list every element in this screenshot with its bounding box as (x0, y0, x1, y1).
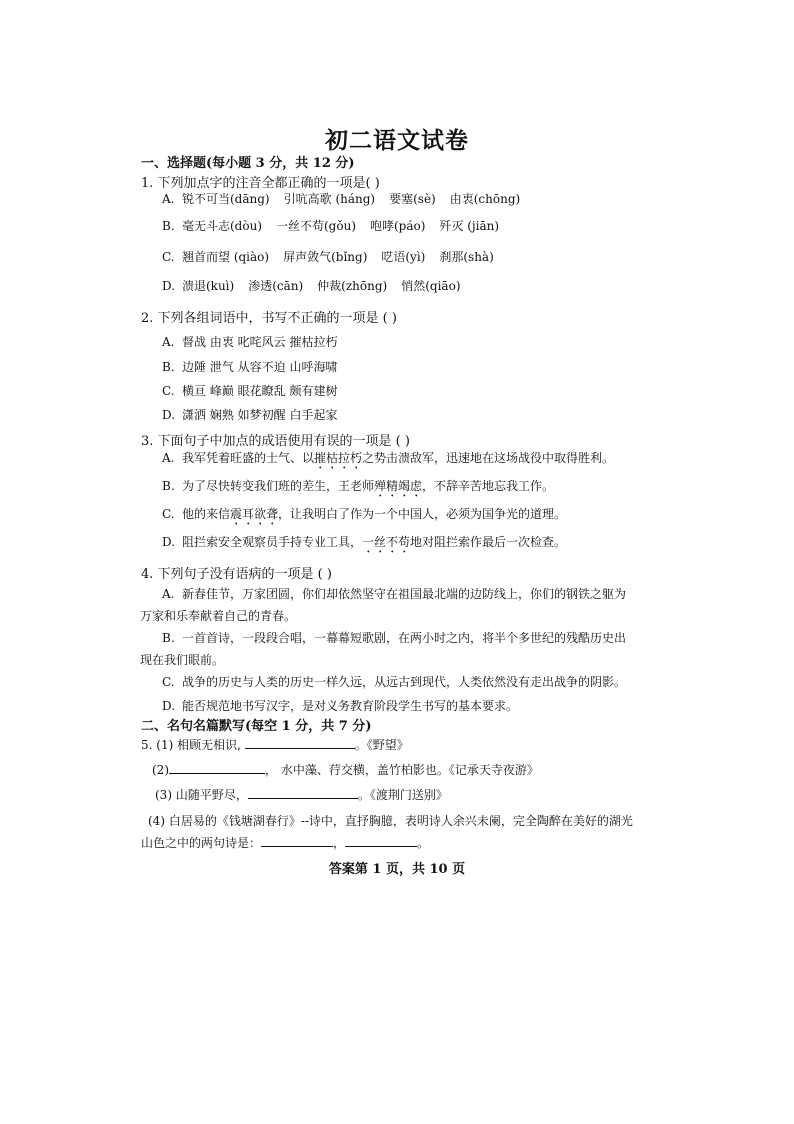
option-letter: D. (162, 408, 176, 422)
option-term: 毫无斗志(dòu) (182, 219, 262, 233)
option-letter: A. (162, 192, 175, 206)
option-term: 翘首而望 (qiào) (182, 250, 270, 264)
option-text-pre: 为了尽快转变我们班的差生，王老师 (182, 479, 375, 493)
item-text-post: ， 水中藻、荇交横，盖竹柏影也。《记承天寺夜游》 (265, 763, 539, 777)
q5-item-4 (141, 810, 661, 854)
option-text: 横亘 峰巅 眼花瞭乱 颇有建树 (182, 384, 338, 398)
q5-item-1 (141, 736, 409, 753)
option-term: 一丝不苟(gǒu) (276, 219, 356, 233)
option-letter: B. (162, 631, 175, 645)
option-term: 屏声敛气(bǐng) (283, 250, 368, 264)
answer-blank[interactable] (345, 834, 417, 847)
option-term: 渗透(cān) (248, 279, 304, 293)
q3-option-c (162, 505, 566, 528)
item-comma: ， (333, 836, 346, 850)
q2-option-d (162, 406, 337, 423)
option-text-post: 地对阻拦索作最后一次检查。 (410, 535, 567, 549)
option-letter: A. (162, 587, 175, 601)
q4-option-d (162, 697, 518, 714)
option-letter: B. (162, 219, 175, 233)
q2-stem: 2. 下列各组词语中，书写不正确的一项是 ( ) (141, 311, 397, 326)
q4-option-a (140, 583, 662, 627)
option-text-post: 之势击溃敌军，迅速地在这场战役中取得胜利。 (362, 451, 615, 465)
option-text: 督战 由衷 叱咤风云 摧枯拉朽 (182, 335, 338, 349)
answer-blank[interactable] (248, 786, 358, 799)
q4-option-c (162, 673, 626, 690)
marked-idiom: 震耳欲聋 (230, 507, 279, 521)
option-term: 呓语(yì) (381, 250, 426, 264)
q1-stem: 1. 下列加点字的注音全都正确的一项是( ) (141, 176, 380, 191)
q4-stem: 4. 下列句子没有语病的一项是 ( ) (141, 567, 332, 582)
option-term: 咆哮(páo) (370, 219, 426, 233)
item-text-pre: (2) (152, 763, 169, 777)
q2-option-b (162, 358, 337, 375)
option-text: 边陲 泄气 从容不迫 山呼海啸 (182, 360, 338, 374)
q2-option-a (162, 333, 337, 350)
marked-idiom: 殚精竭虑 (374, 479, 423, 493)
option-letter: C. (162, 507, 175, 521)
option-text-post: ，不辞辛苦地忘我工作。 (422, 479, 555, 493)
option-letter: C. (162, 250, 175, 264)
option-term: 锐不可当(dāng) (182, 192, 270, 206)
q5-item-3 (155, 786, 448, 803)
page-footer: 答案第 1 页，共 10 页 (328, 862, 466, 877)
option-term: 引吭高歌 (háng) (283, 192, 376, 206)
marked-idiom: 一丝不苟 (362, 535, 411, 549)
item-text-pre: 山色之中的两句诗是： (141, 836, 262, 850)
q3-option-d (162, 533, 566, 556)
q4-option-b (140, 627, 662, 671)
q5-item-2 (152, 761, 539, 778)
section2-heading: 二、名句名篇默写(每空 1 分，共 7 分) (141, 719, 372, 734)
q1-option-d (162, 277, 475, 294)
option-letter: A. (162, 335, 175, 349)
option-term: 刹那(shà) (439, 250, 494, 264)
option-text-pre: 阻拦索安全观察员手持专业工具， (182, 535, 363, 549)
item-text-pre: 5. (1) 相顾无相识, (141, 738, 245, 752)
option-letter: B. (162, 479, 175, 493)
answer-blank[interactable] (169, 761, 265, 774)
item-text-pre: (3) 山随平野尽， (155, 788, 248, 802)
option-letter: B. (162, 360, 175, 374)
option-text-continued: 万家和乐奉献着自己的青春。 (140, 609, 297, 623)
option-term: 仲裁(zhōng) (317, 279, 388, 293)
option-letter: D. (162, 535, 176, 549)
answer-blank[interactable] (245, 736, 355, 749)
option-term: 溃退(kuì) (182, 279, 235, 293)
option-term: 歼灭 (jiān) (439, 219, 500, 233)
item-period: 。 (417, 836, 430, 850)
q3-stem: 3. 下面句子中加点的成语使用有误的一项是 ( ) (141, 434, 410, 449)
option-text-continued: 现在我们眼前。 (140, 653, 225, 667)
option-letter: A. (162, 451, 175, 465)
option-text: 战争的历史与人类的历史一样久远，从远古到现代，人类依然没有走出战争的阴影。 (182, 675, 627, 689)
page-title: 初二语文试卷 (325, 127, 469, 154)
option-letter: C. (162, 384, 175, 398)
option-text-pre: 我军凭着旺盛的士气、以 (182, 451, 315, 465)
option-text: 新春佳节，万家团圆，你们却依然坚守在祖国最北端的边防线上，你们的钢铁之躯为 (182, 587, 627, 601)
q1-option-b (162, 217, 513, 234)
q3-option-a (162, 449, 614, 472)
option-text-post: ，让我明白了作为一个中国人，必须为国争光的道理。 (278, 507, 567, 521)
item-text: (4) 白居易的《钱塘湖春行》--诗中，直抒胸臆，表明诗人余兴未阑，完全陶醉在美好的湖光 (148, 814, 633, 828)
item-text-post: 。《野望》 (354, 738, 409, 752)
option-term: 要塞(sè) (389, 192, 436, 206)
option-letter: D. (162, 279, 176, 293)
q2-option-c (162, 382, 337, 399)
q3-option-b (162, 477, 554, 500)
option-text: 能否规范地书写汉字，是对义务教育阶段学生书写的基本要求。 (182, 699, 519, 713)
option-term: 悄然(qiāo) (401, 279, 461, 293)
q1-option-a (162, 190, 534, 207)
q1-option-c (162, 248, 508, 265)
answer-blank[interactable] (261, 834, 333, 847)
option-letter: C. (162, 675, 175, 689)
item-text-post: 。《渡荆门送别》 (357, 788, 448, 802)
marked-idiom: 摧枯拉朽 (314, 451, 363, 465)
option-text: 潇洒 娴熟 如梦初醒 白手起家 (182, 408, 338, 422)
section1-heading: 一、选择题(每小题 3 分，共 12 分) (141, 156, 355, 171)
option-letter: D. (162, 699, 176, 713)
option-text-pre: 他的来信 (182, 507, 231, 521)
option-term: 由衷(chōng) (449, 192, 521, 206)
option-text: 一首首诗，一段段合唱，一幕幕短歌剧，在两小时之内，将半个多世纪的残酷历史出 (182, 631, 627, 645)
